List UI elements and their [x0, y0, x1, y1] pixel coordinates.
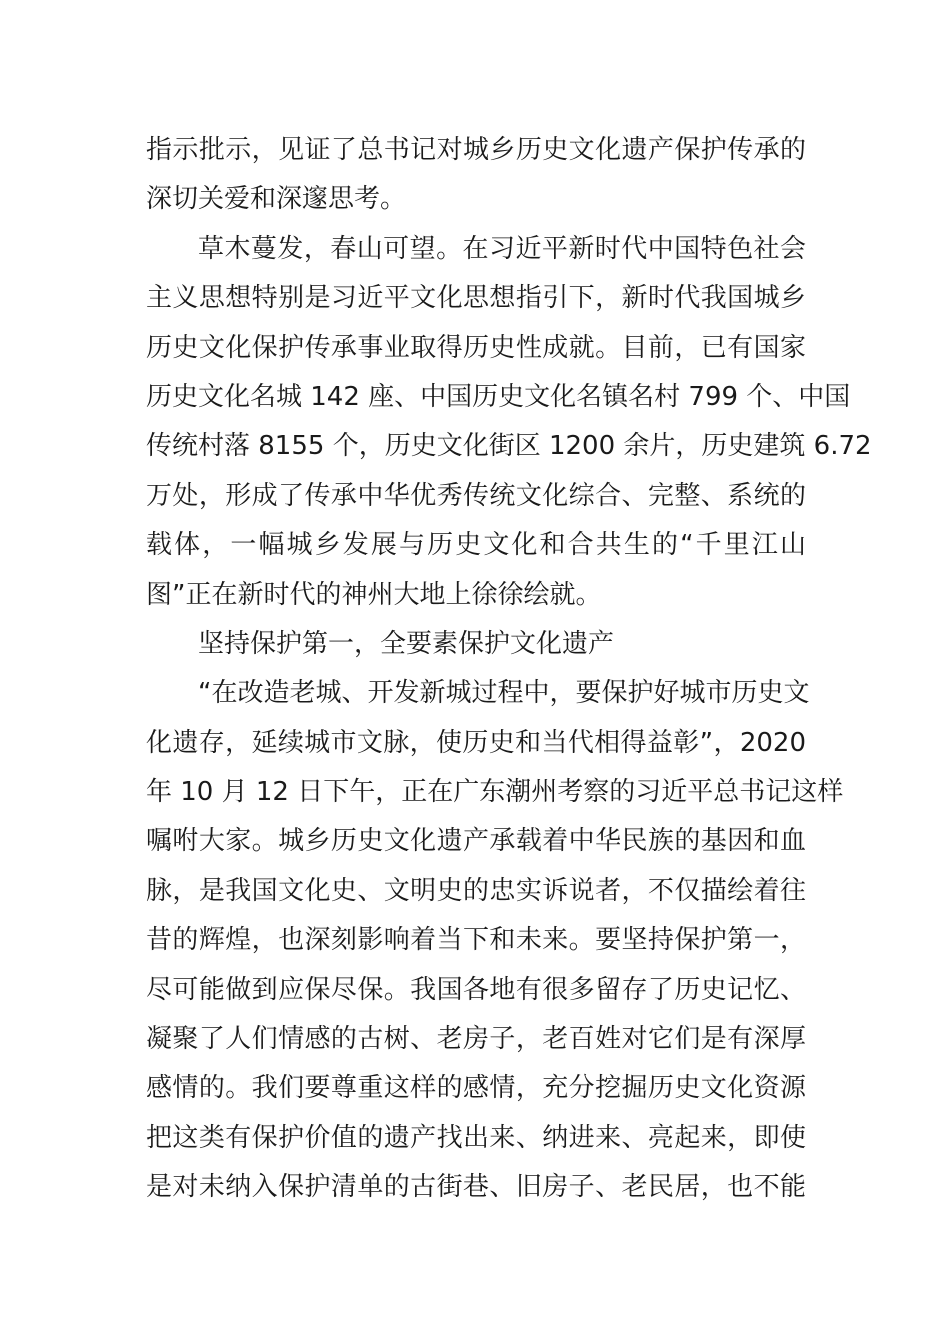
paragraph-3-line-6: 昔的辉煌，也深刻影响着当下和未来。要坚持保护第一， — [146, 925, 806, 956]
paragraph-3-line-7: 尽可能做到应保尽保。我国各地有很多留存了历史记忆、 — [146, 974, 806, 1005]
paragraph-3-line-4: 嘱咐大家。城乡历史文化遗产承载着中华民族的基因和血 — [146, 826, 806, 857]
paragraph-2-line-8: 图”正在新时代的神州大地上徐徐绘就。 — [146, 579, 602, 610]
paragraph-2-line-5: 传统村落 8155 个，历史文化街区 1200 余片，历史建筑 6.72 — [146, 431, 872, 462]
paragraph-3-line-1: “在改造老城、开发新城过程中，要保护好城市历史文 — [198, 678, 810, 709]
paragraph-3-line-9: 感情的。我们要尊重这样的感情，充分挖掘历史文化资源 — [146, 1073, 806, 1104]
paragraph-3-line-5: 脉，是我国文化史、文明史的忠实诉说者，不仅描绘着往 — [146, 875, 806, 906]
paragraph-2-line-4: 历史文化名城 142 座、中国历史文化名镇名村 799 个、中国 — [146, 381, 851, 412]
paragraph-3-line-8: 凝聚了人们情感的古树、老房子，老百姓对它们是有深厚 — [146, 1024, 806, 1055]
paragraph-2-line-7: 载体，一幅城乡发展与历史文化和合共生的“千里江山 — [146, 530, 806, 561]
paragraph-3-line-3: 年 10 月 12 日下午，正在广东潮州考察的习近平总书记这样 — [146, 777, 844, 808]
paragraph-3-line-11: 是对未纳入保护清单的古街巷、旧房子、老民居，也不能 — [146, 1172, 806, 1203]
paragraph-2-line-2: 主义思想特别是习近平文化思想指引下，新时代我国城乡 — [146, 283, 806, 314]
document-body — [146, 126, 872, 1213]
section-heading: 坚持保护第一，全要素保护文化遗产 — [198, 628, 615, 659]
paragraph-3-line-10: 把这类有保护价值的遗产找出来、纳进来、亮起来，即使 — [146, 1122, 806, 1153]
paragraph-2-line-1: 草木蔓发，春山可望。在习近平新时代中国特色社会 — [198, 233, 806, 264]
paragraph-2-line-6: 万处，形成了传承中华优秀传统文化综合、完整、系统的 — [146, 480, 806, 511]
paragraph-2-line-3: 历史文化保护传承事业取得历史性成就。目前，已有国家 — [146, 332, 806, 363]
paragraph-1-line-2: 深切关爱和深邃思考。 — [146, 184, 407, 215]
paragraph-1-line-1: 指示批示，见证了总书记对城乡历史文化遗产保护传承的 — [146, 135, 806, 165]
paragraph-3-line-2: 化遗存，延续城市文脉，使历史和当代相得益彰”，2020 — [146, 727, 806, 758]
